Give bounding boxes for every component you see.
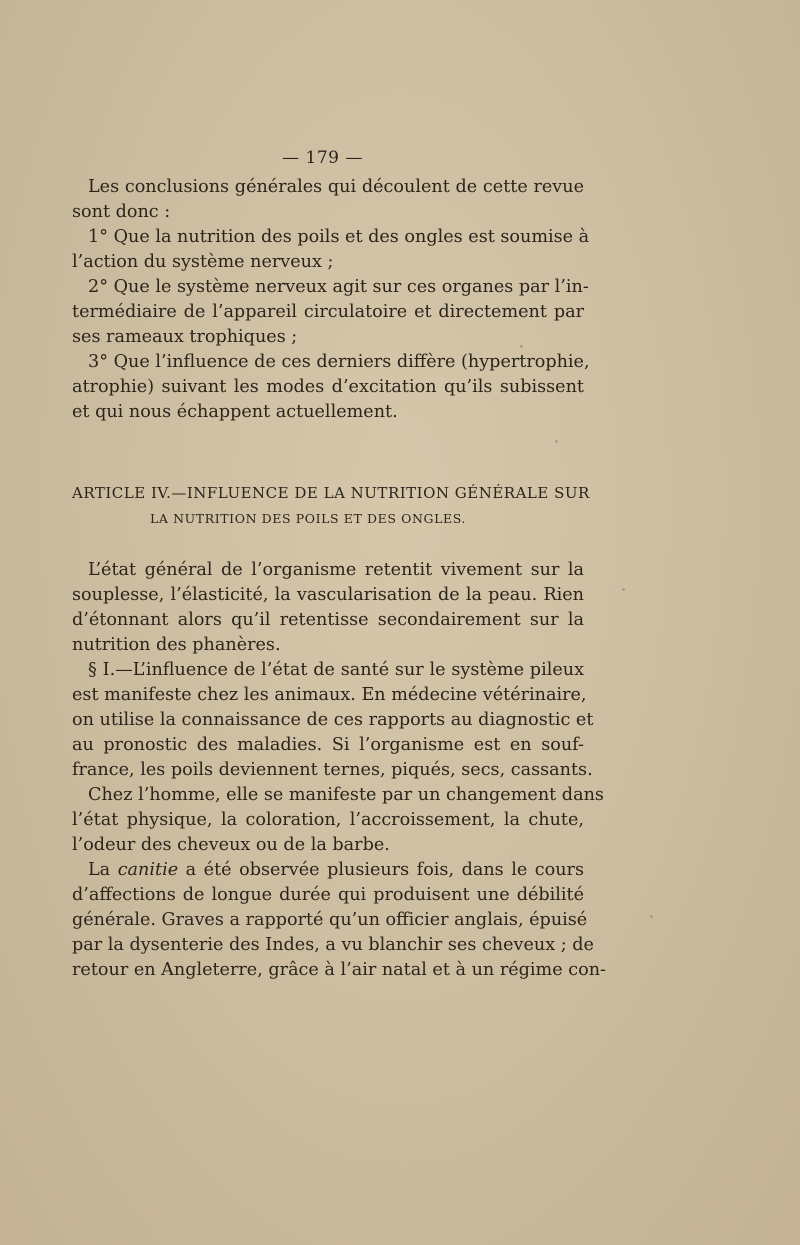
text-line: atrophie) suivant les modes d’excitation qu’ils subissent xyxy=(72,377,584,397)
heading-line: ARTICLE IV.—INFLUENCE DE LA NUTRITION GÉNÉRALE SUR xyxy=(72,484,590,502)
text-line: 3° Que l’influence de ces derniers diffère (hypertrophie, xyxy=(88,352,590,372)
text-line: l’état physique, la coloration, l’accroissement, la chute, xyxy=(72,810,584,830)
paragraph-conclusions xyxy=(72,175,590,425)
text-line: 2° Que le système nerveux agit sur ces organes par l’in- xyxy=(88,277,589,297)
text-line: termédiaire de l’appareil circulatoire et directement par xyxy=(72,302,584,322)
paper-speck xyxy=(622,588,625,591)
italic-term: canitie xyxy=(117,860,179,880)
text-line: Les conclusions générales qui découlent de cette revue xyxy=(88,177,584,197)
text-line: 1° Que la nutrition des poils et des ongles est soumise à xyxy=(88,227,590,247)
text-line: au pronostic des maladies. Si l’organisme est en souf- xyxy=(72,735,584,755)
paper-speck xyxy=(650,915,653,918)
paper-speck xyxy=(520,345,523,348)
text-line: par la dysenterie des Indes, a vu blanchir ses cheveux ; de xyxy=(72,935,594,955)
text-line xyxy=(72,858,584,883)
text-line: on utilise la connaissance de ces rapports au diagnostic et xyxy=(72,710,594,730)
paper-speck xyxy=(555,440,558,443)
text-line: est manifeste chez les animaux. En médecine vétérinaire, xyxy=(72,685,587,705)
paragraph-general-state xyxy=(72,558,606,983)
page-number: — 179 — xyxy=(282,148,363,168)
text-line: l’action du système nerveux ; xyxy=(72,252,334,272)
text-line: souplesse, l’élasticité, la vascularisation de la peau. Rien xyxy=(72,585,584,605)
text-line: L’état général de l’organisme retentit vivement sur la xyxy=(88,560,584,580)
section-heading xyxy=(72,480,590,532)
text-line: d’étonnant alors qu’il retentisse secondairement sur la xyxy=(72,610,584,630)
text-line: retour en Angleterre, grâce à l’air natal et à un régime con- xyxy=(72,960,606,980)
text-line: nutrition des phanères. xyxy=(72,635,281,655)
text-fragment: a été observée plusieurs fois, dans le cours xyxy=(178,860,584,880)
text-line: Chez l’homme, elle se manifeste par un changement dans xyxy=(88,785,604,805)
text-line: ses rameaux trophiques ; xyxy=(72,327,298,347)
text-line: générale. Graves a rapporté qu’un officier anglais, épuisé xyxy=(72,910,588,930)
text-line: d’affections de longue durée qui produisent une débilité xyxy=(72,885,584,905)
text-line: et qui nous échappent actuellement. xyxy=(72,402,398,422)
heading-line: LA NUTRITION DES POILS ET DES ONGLES. xyxy=(149,511,467,526)
text-line: sont donc : xyxy=(72,202,171,222)
text-line: § I.—L’influence de l’état de santé sur le système pileux xyxy=(88,660,584,680)
text-line: l’odeur des cheveux ou de la barbe. xyxy=(72,835,390,855)
text-line: france, les poils deviennent ternes, piqués, secs, cassants. xyxy=(72,760,593,780)
text-fragment: La xyxy=(88,860,118,880)
